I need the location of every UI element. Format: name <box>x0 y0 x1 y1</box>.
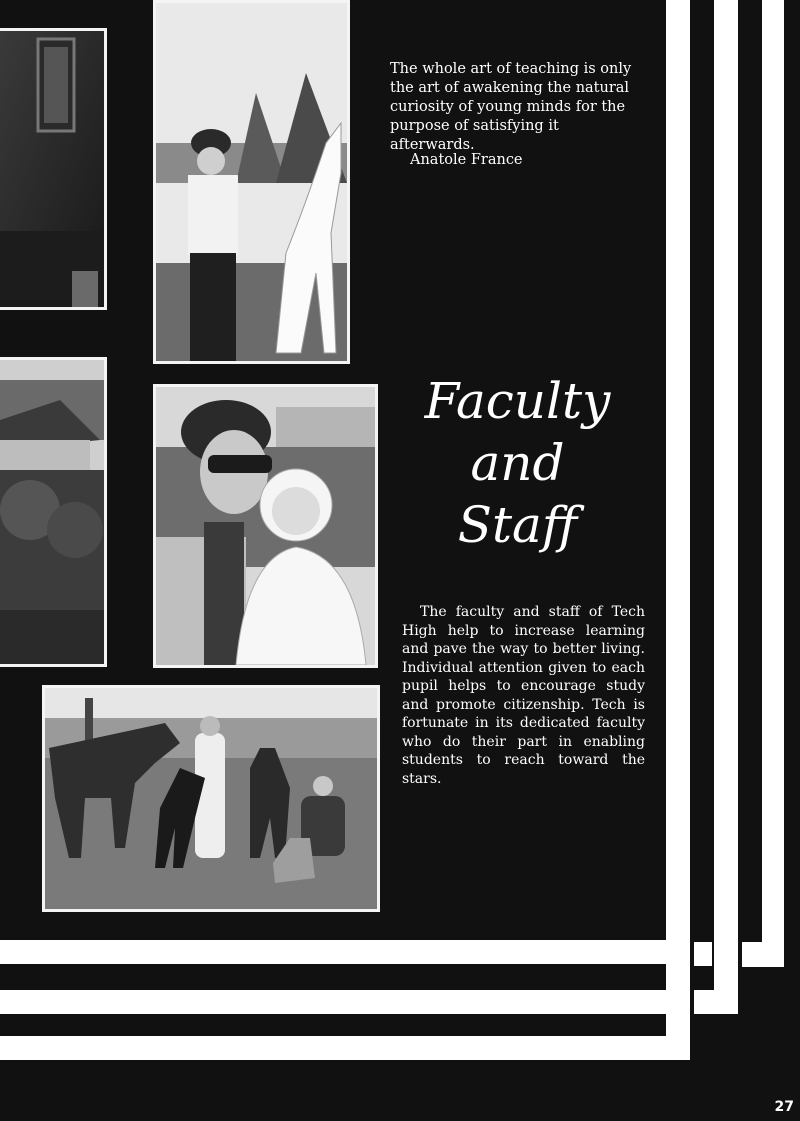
stripe-horizontal-1b <box>694 942 712 966</box>
photo-woman-with-horse <box>153 0 350 364</box>
stripe-horizontal-1 <box>0 940 666 964</box>
photo-donkeys-and-dogs-image <box>45 688 377 909</box>
section-title-line-3: Staff <box>457 496 578 554</box>
quote-author: Anatole France <box>410 152 523 168</box>
stripe-vertical-2 <box>714 0 738 1014</box>
stripe-vertical-1 <box>666 0 690 1060</box>
quote-text: The whole art of teaching is only the art of awakening the natural curiosity of young minds for the purpose of satisfying it afterwards. <box>390 61 632 153</box>
stripe-vertical-3 <box>762 0 784 967</box>
photo-house-garden <box>0 357 107 667</box>
intro-paragraph: The faculty and staff of Tech High help to increase learning and pave the way to better living. Individual attention given to each pupil helps to encourage study and promote citizenship. Tech is fortunate in its dedicated faculty who do their part in enabling students to reach toward the stars. <box>402 604 645 787</box>
section-title-line-1: Faculty <box>424 372 611 430</box>
page-number: 27 <box>774 1099 794 1115</box>
section-title <box>400 370 635 556</box>
photo-house-garden-image <box>0 360 104 664</box>
photo-woman-holding-baby-image <box>156 387 375 665</box>
photo-woman-holding-baby <box>153 384 378 668</box>
photo-donkeys-and-dogs <box>42 685 380 912</box>
stripe-horizontal-2 <box>0 990 666 1014</box>
photo-woman-with-horse-image <box>156 3 347 361</box>
photo-interior-wall <box>0 28 107 310</box>
photo-interior-wall-image <box>0 31 104 307</box>
section-title-line-2: and <box>470 434 565 492</box>
stripe-horizontal-1c <box>742 942 762 967</box>
stripe-horizontal-2b <box>694 990 738 1014</box>
stripe-horizontal-3 <box>0 1036 690 1060</box>
epigraph-quote <box>390 60 645 155</box>
